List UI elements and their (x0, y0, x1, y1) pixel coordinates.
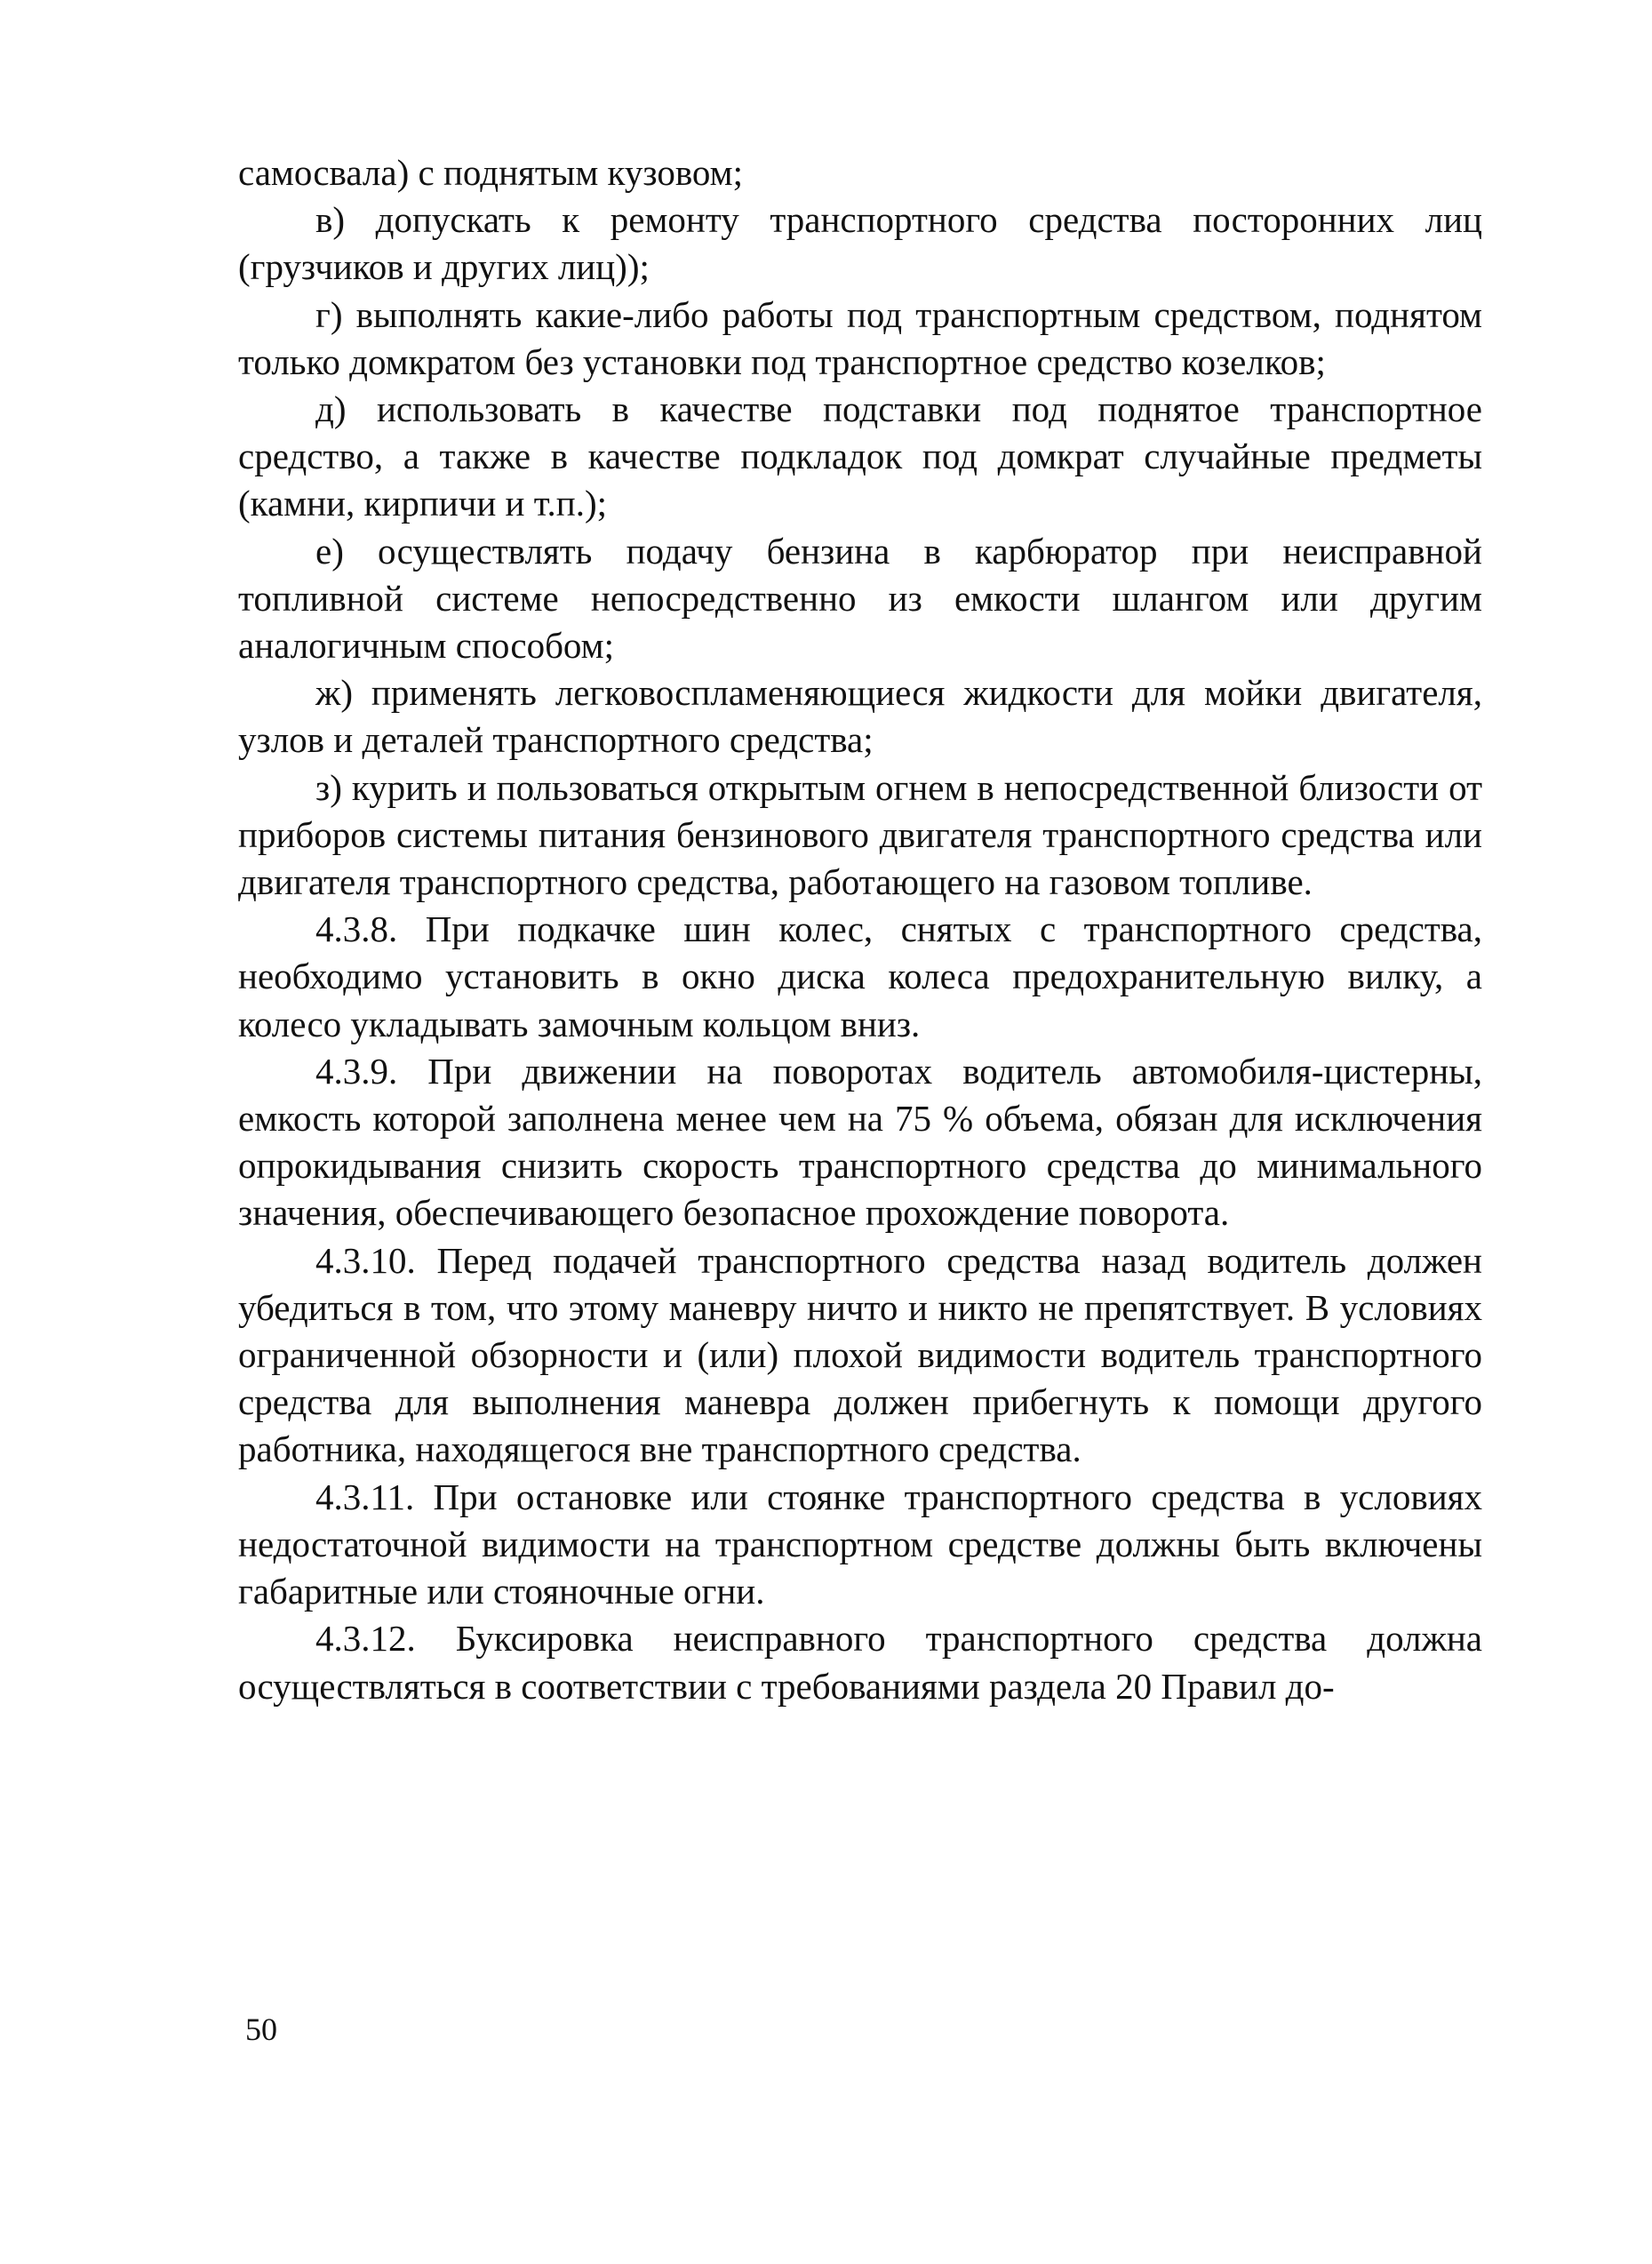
paragraph-item-d: д) использовать в качестве подставки под поднятое транспортное средство, а также в качестве подкладок под домкрат случайные предметы (камни, кирпичи и т.п.); (238, 388, 1482, 524)
paragraph-item-e: е) осуществлять подачу бензина в карбюратор при неисправной топливной системе непосредственно из емкости шлангом или другим аналогичным способом; (238, 530, 1482, 667)
paragraph-item-v: в) допускать к ремонту транспортного средства посторонних лиц (грузчиков и других лиц)); (238, 199, 1482, 288)
paragraph-4-3-11: 4.3.11. При остановке или стоянке транспортного средства в условиях недостаточной видимости на транспортном средстве должны быть включены габаритные или стояночные огни. (238, 1476, 1482, 1612)
paragraph-4-3-8: 4.3.8. При подкачке шин колес, снятых с транспортного средства, необходимо установить в окно диска колеса предохранительную вилку, а колесо укладывать замочным кольцом вниз. (238, 908, 1482, 1044)
page-number: 50 (245, 2012, 277, 2047)
paragraph-4-3-10: 4.3.10. Перед подачей транспортного средства назад водитель должен убедиться в том, что этому маневру ничто и никто не препятствует. В условиях ограниченной обзорности и (или) плохой видимости водитель транспортного средства для выполнения маневра должен прибегнуть к помощи другого работника, находящегося вне транспортного средства. (238, 1239, 1482, 1470)
body-text (238, 149, 1482, 1710)
paragraph-4-3-12: 4.3.12. Буксировка неисправного транспортного средства должна осуществляться в соответствии с требованиями раздела 20 Правил до- (238, 1618, 1482, 1707)
paragraph-4-3-9: 4.3.9. При движении на поворотах водитель автомобиля-цистерны, емкость которой заполнена менее чем на 75 % объема, обязан для исключения опрокидывания снизить скорость транспортного средства до минимального значения, обеспечивающего безопасное прохождение поворота. (238, 1050, 1482, 1234)
paragraph-item-g: г) выполнять какие-либо работы под транспортным средством, поднятом только домкратом без установки под транспортное средство козелков; (238, 293, 1482, 382)
paragraph-item-zh: ж) применять легковоспламеняющиеся жидкости для мойки двигателя, узлов и деталей транспортного средства; (238, 672, 1482, 761)
paragraph-item-z: з) курить и пользоваться открытым огнем в непосредственной близости от приборов системы питания бензинового двигателя транспортного средства или двигателя транспортного средства, работающего на газовом топливе. (238, 766, 1482, 903)
paragraph-continuation: самосвала) с поднятым кузовом; (238, 152, 743, 193)
